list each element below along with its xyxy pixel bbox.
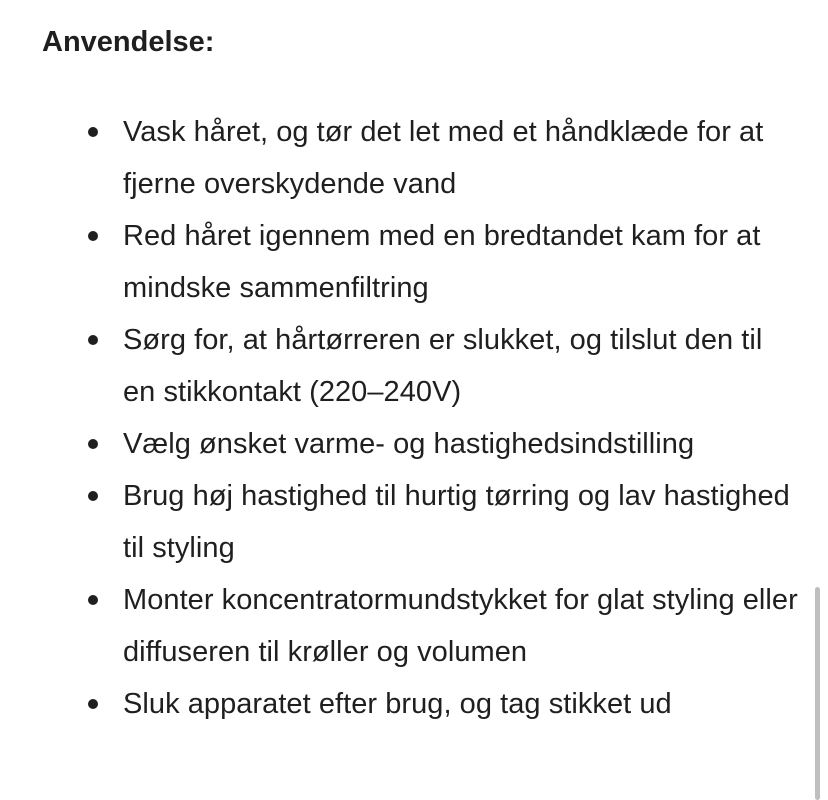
- instruction-text: Brug høj hastighed til hurtig tørring og lav hastighed til styling: [123, 480, 790, 564]
- bullet-icon: [88, 699, 98, 709]
- instruction-text: Vask håret, og tør det let med et håndklæde for at fjerne overskydende vand: [123, 116, 764, 200]
- instruction-text: Red håret igennem med en bredtandet kam for at mindske sammenfiltring: [123, 220, 761, 304]
- instruction-item-speed-guidance: [82, 470, 798, 574]
- instruction-item-turn-off: [82, 678, 798, 730]
- instruction-item-comb-hair: [82, 210, 798, 314]
- usage-instructions-list: [82, 106, 798, 730]
- instruction-text: Sluk apparatet efter brug, og tag stikket ud: [123, 688, 672, 720]
- instruction-item-attachments: [82, 574, 798, 678]
- bullet-icon: [88, 491, 98, 501]
- instruction-item-connect-dryer: [82, 314, 798, 418]
- instruction-item-select-settings: [82, 418, 798, 470]
- vertical-scrollbar[interactable]: [815, 587, 820, 800]
- instruction-text: Monter koncentratormundstykket for glat styling eller diffuseren til krøller og volumen: [123, 584, 798, 668]
- bullet-icon: [88, 335, 98, 345]
- bullet-icon: [88, 127, 98, 137]
- bullet-icon: [88, 595, 98, 605]
- bullet-icon: [88, 439, 98, 449]
- instruction-item-wash-hair: [82, 106, 798, 210]
- instruction-text: Sørg for, at hårtørreren er slukket, og tilslut den til en stikkontakt (220–240V): [123, 324, 763, 408]
- instruction-text: Vælg ønsket varme- og hastighedsindstilling: [123, 428, 695, 460]
- bullet-icon: [88, 231, 98, 241]
- usage-heading: Anvendelse:: [42, 26, 215, 58]
